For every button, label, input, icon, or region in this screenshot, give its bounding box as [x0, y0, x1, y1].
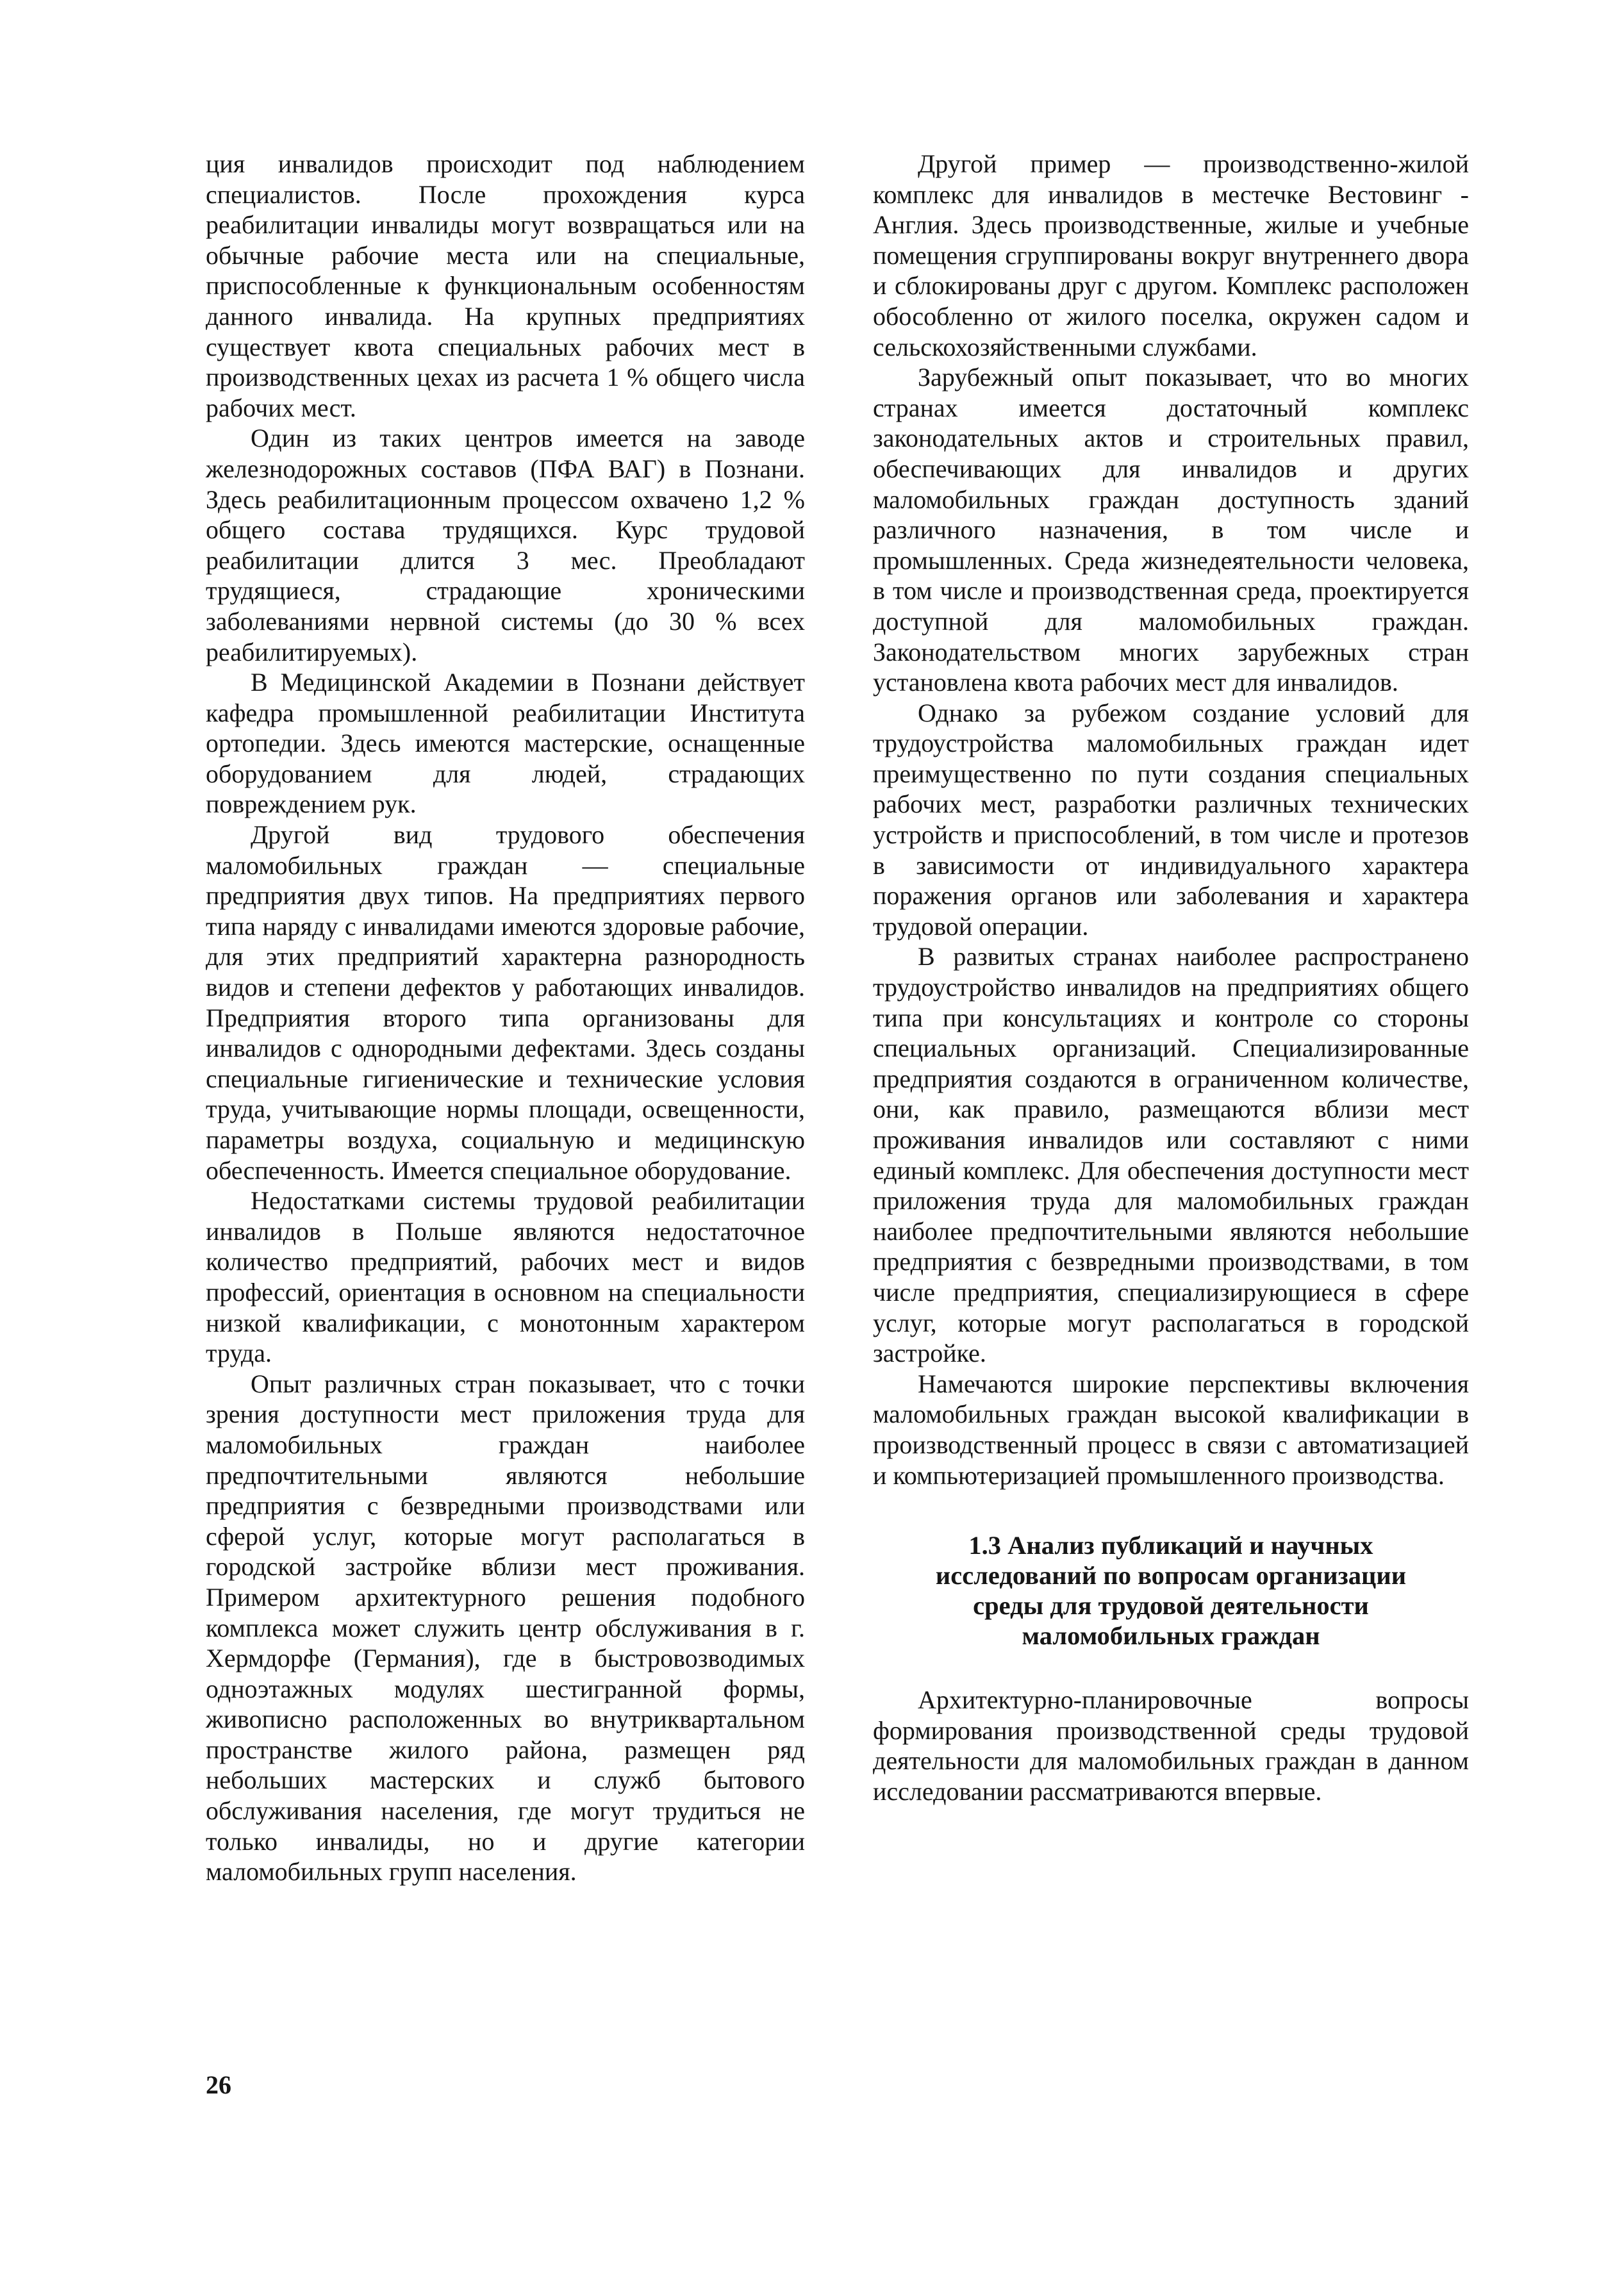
section-heading-line: 1.3 Анализ публикаций и научных	[968, 1531, 1373, 1560]
paragraph: Намечаются широкие перспективы включения маломобильных граждан высокой квалификации в производственный процесс в связи с автоматизацией и компьютеризацией промышленного производства.	[873, 1369, 1469, 1490]
left-column	[206, 149, 805, 1887]
paragraph: Другой вид трудового обеспечения маломобильных граждан — специальные предприятия двух типов. На предприятиях первого типа наряду с инвалидами имеются здоровые рабочие, для этих предприятий характерна разнородность видов и степени дефектов у работающих инвалидов. Предприятия второго типа организованы для инвалидов с однородными дефектами. Здесь созданы специальные гигиенические и технические условия труда, учитывающие нормы площади, освещенности, параметры воздуха, социальную и медицинскую обеспеченность. Имеется специальное оборудование.	[206, 820, 805, 1185]
section-heading-line: маломобильных граждан	[1022, 1621, 1320, 1651]
paragraph: В развитых странах наиболее распространено трудоустройство инвалидов на предприятиях общего типа при консультациях и контроле со стороны специальных организаций. Специализированные предприятия создаются в ограниченном количестве, они, как правило, размещаются вблизи мест проживания инвалидов или составляют с ними единый комплекс. Для обеспечения доступности мест приложения труда для маломобильных граждан наиболее предпочтительными являются небольшие предприятия с безвредными производствами, в том числе предприятия, специализирующиеся в сфере услуг, которые могут располагаться в городской застройке.	[873, 942, 1469, 1368]
paragraph: Один из таких центров имеется на заводе железнодорожных составов (ПФА ВАГ) в Познани. Здесь реабилитационным процессом охвачено 1,2 % общего состава трудящихся. Курс трудовой реабилитации длится 3 мес. Преобладают трудящиеся, страдающие хроническими заболеваниями нервной системы (до 30 % всех реабилитируемых).	[206, 424, 805, 666]
paragraph: Зарубежный опыт показывает, что во многих странах имеется достаточный комплекс законодательных актов и строительных правил, обеспечивающих для инвалидов и других маломобильных граждан доступность зданий различного назначения, в том числе и промышленных. Среда жизнедеятельности человека, в том числе и производственная среда, проектируется доступной для маломобильных граждан. Законодательством многих зарубежных стран установлена квота рабочих мест для инвалидов.	[873, 363, 1469, 697]
paragraph: Архитектурно-планировочные вопросы формирования производственной среды трудовой деятельности для маломобильных граждан в данном исследовании рассматриваются впервые.	[873, 1685, 1469, 1806]
right-column	[873, 149, 1469, 1807]
section-heading-line: исследований по вопросам организации	[935, 1561, 1407, 1590]
paragraph: Опыт различных стран показывает, что с точки зрения доступности мест приложения труда для маломобильных граждан наиболее предпочтительными являются небольшие предприятия с безвредными производствами или сферой услуг, которые могут располагаться в городской застройке вблизи мест проживания. Примером архитектурного решения подобного комплекса может служить центр обслуживания в г. Хермдорфе (Германия), где в быстровозводимых одноэтажных модулях шестигранной формы, живописно расположенных во внутриквартальном пространстве жилого района, размещен ряд небольших мастерских и служб бытового обслуживания населения, где могут трудиться не только инвалиды, но и другие категории маломобильных групп населения.	[206, 1369, 805, 1887]
paragraph: В Медицинской Академии в Познани действует кафедра промышленной реабилитации Института ортопедии. Здесь имеются мастерские, оснащенные оборудованием для людей, страдающих повреждением рук.	[206, 668, 805, 819]
paragraph: Другой пример — производственно-жилой комплекс для инвалидов в местечке Вестовинг - Англия. Здесь производственные, жилые и учебные помещения сгруппированы вокруг внутреннего двора и сблокированы друг с другом. Комплекс расположен обособленно от жилого поселка, окружен садом и сельскохозяйственными службами.	[873, 149, 1469, 361]
paragraph: Недостатками системы трудовой реабилитации инвалидов в Польше являются недостаточное количество предприятий, рабочих мест и видов профессий, ориентация в основном на специальности низкой квалификации, с монотонным характером труда.	[206, 1186, 805, 1368]
paragraph: Однако за рубежом создание условий для трудоустройства маломобильных граждан идет преимущественно по пути создания специальных рабочих мест, разработки различных технических устройств и приспособлений, в том числе и протезов в зависимости от индивидуального характера поражения органов или заболевания и характера трудовой операции.	[873, 698, 1469, 941]
section-heading-line: среды для трудовой деятельности	[973, 1591, 1369, 1621]
paragraph: ция инвалидов происходит под наблюдением специалистов. После прохождения курса реабилитации инвалиды могут возвращаться или на обычные рабочие места или на специальные, приспособленные к функциональным особенностям данного инвалида. На крупных предприятиях существует квота специальных рабочих мест в производственных цехах из расчета 1 % общего числа рабочих мест.	[206, 149, 805, 422]
section-heading	[873, 1530, 1469, 1651]
page-number: 26	[206, 2070, 231, 2099]
